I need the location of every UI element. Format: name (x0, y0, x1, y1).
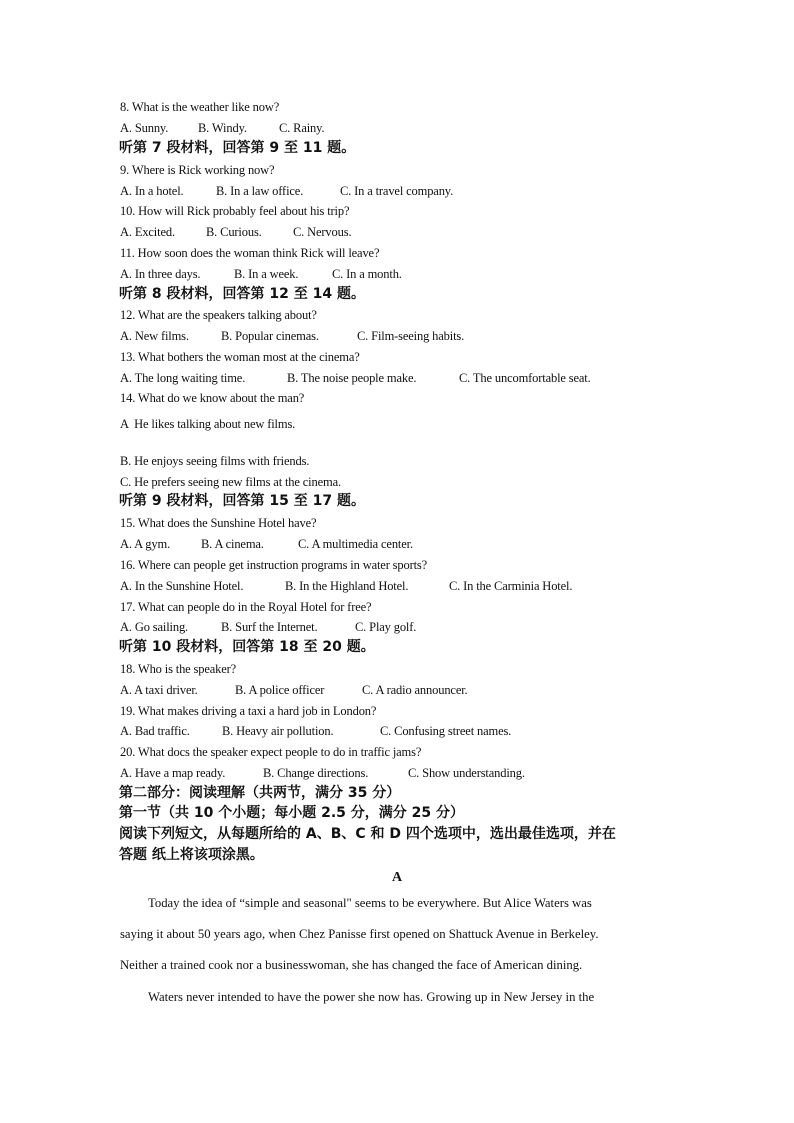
option-b: B. A cinema. (201, 537, 264, 551)
option-b: B. The noise people make. (287, 371, 417, 385)
option-b: B. Heavy air pollution. (222, 724, 334, 738)
option-b: B. Curious. (206, 225, 262, 239)
section-heading: 听第 8 段材料，回答第 12 至 14 题。 (119, 286, 365, 302)
option-b: B. In a week. (234, 267, 299, 281)
instructions-line: 阅读下列短文，从每题所给的 A、B、C 和 D 四个选项中，选出最佳选项，并在 (119, 826, 616, 842)
section-heading: 听第 10 段材料，回答第 18 至 20 题。 (119, 639, 375, 655)
part-heading: 第二部分：阅读理解（共两节，满分 35 分） (119, 785, 401, 801)
section-heading: 第一节（共 10 个小题；每小题 2.5 分，满分 25 分） (119, 805, 465, 821)
option-c: C. Play golf. (355, 620, 417, 634)
question-stem: 18. Who is the speaker? (120, 662, 237, 676)
question-stem: 10. How will Rick probably feel about his trip? (120, 204, 350, 218)
option-c: C. A radio announcer. (362, 683, 468, 697)
option-b: B. In the Highland Hotel. (285, 579, 409, 593)
question-stem: 14. What do we know about the man? (120, 391, 305, 405)
passage-line: Waters never intended to have the power she now has. Growing up in New Jersey in the (148, 990, 595, 1004)
option-c: C. Show understanding. (408, 766, 525, 780)
option-a: A. New films. (120, 329, 189, 343)
instructions-line: 答题 纸上将该项涂黑。 (119, 847, 264, 863)
option-c: C. In a travel company. (340, 184, 454, 198)
option-c: C. In the Carminia Hotel. (449, 579, 573, 593)
option-c: C. Nervous. (293, 225, 352, 239)
option-b: B. Change directions. (263, 766, 369, 780)
question-stem: 20. What docs the speaker expect people to do in traffic jams? (120, 745, 422, 759)
option-c: C. He prefers seeing new films at the cinema. (120, 475, 341, 489)
option-b: B. A police officer (235, 683, 325, 697)
option-a: A. Bad traffic. (120, 724, 190, 738)
option-b: B. Windy. (198, 121, 247, 135)
option-a: A. A gym. (120, 537, 171, 551)
option-c: C. Rainy. (279, 121, 325, 135)
option-a: A. The long waiting time. (120, 371, 246, 385)
option-c: C. In a month. (332, 267, 402, 281)
option-a: A. Go sailing. (120, 620, 189, 634)
question-stem: 9. Where is Rick working now? (120, 163, 275, 177)
option-c: C. Confusing street names. (380, 724, 512, 738)
option-b: B. He enjoys seeing films with friends. (120, 454, 310, 468)
option-a: A. In a hotel. (120, 184, 184, 198)
passage-line: Neither a trained cook nor a businesswoman, she has changed the face of American dining. (120, 958, 583, 972)
passage-line: saying it about 50 years ago, when Chez Panisse first opened on Shattuck Avenue in Berkeley. (120, 927, 599, 941)
option-a: A. A taxi driver. (120, 683, 198, 697)
question-stem: 16. Where can people get instruction programs in water sports? (120, 558, 428, 572)
option-c: C. Film-seeing habits. (357, 329, 465, 343)
option-a: A. Have a map ready. (120, 766, 226, 780)
option-c: C. A multimedia center. (298, 537, 413, 551)
option-a: A He likes talking about new films. (120, 417, 296, 431)
passage-line: Today the idea of “simple and seasonal" seems to be everywhere. But Alice Waters was (148, 896, 592, 910)
passage-label: A (391, 870, 403, 885)
question-stem: 12. What are the speakers talking about? (120, 308, 317, 322)
option-b: B. Popular cinemas. (221, 329, 319, 343)
section-heading: 听第 7 段材料，回答第 9 至 11 题。 (119, 140, 356, 156)
option-a: A. In the Sunshine Hotel. (120, 579, 244, 593)
question-stem: 17. What can people do in the Royal Hotel for free? (120, 600, 372, 614)
option-b: B. Surf the Internet. (221, 620, 318, 634)
option-a: A. Excited. (120, 225, 175, 239)
question-stem: 15. What does the Sunshine Hotel have? (120, 516, 317, 530)
option-c: C. The uncomfortable seat. (459, 371, 591, 385)
question-stem: 13. What bothers the woman most at the cinema? (120, 350, 360, 364)
question-stem: 19. What makes driving a taxi a hard job in London? (120, 704, 377, 718)
section-heading: 听第 9 段材料，回答第 15 至 17 题。 (119, 493, 365, 509)
question-stem: 11. How soon does the woman think Rick will leave? (120, 246, 380, 260)
option-b: B. In a law office. (216, 184, 304, 198)
option-a: A. In three days. (120, 267, 201, 281)
question-stem: 8. What is the weather like now? (120, 100, 280, 114)
option-a: A. Sunny. (120, 121, 169, 135)
